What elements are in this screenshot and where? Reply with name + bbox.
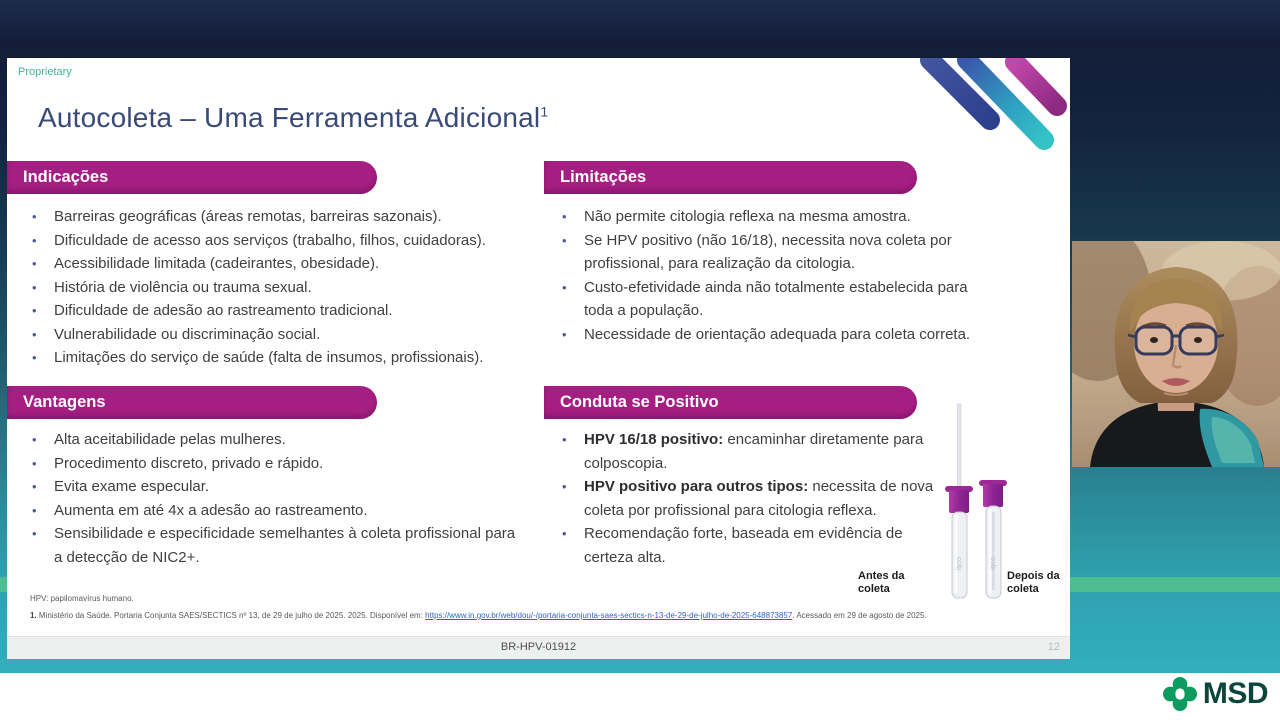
msd-logo xyxy=(1163,676,1268,712)
bullet-text: Recomendação forte, baseada em evidência de certeza alta. xyxy=(584,525,903,566)
list-item: • Limitações do serviço de saúde (falta de insumos, profissionais). xyxy=(25,346,522,370)
conduta-list xyxy=(555,428,937,569)
list-item: • Dificuldade de acesso aos serviços (trabalho, filhos, cuidadoras). xyxy=(25,229,522,253)
footnote-reference xyxy=(30,609,978,622)
list-item: • Procedimento discreto, privado e rápido. xyxy=(25,452,522,476)
list-item: • Se HPV positivo (não 16/18), necessita nova coleta por profissional, para realização da citologia. xyxy=(555,229,983,276)
section-header-limitacoes: Limitações xyxy=(544,161,917,194)
list-item: • História de violência ou trauma sexual. xyxy=(25,276,522,300)
svg-text:iqco: iqco xyxy=(956,557,963,570)
page-title xyxy=(38,102,548,134)
msd-symbol-icon xyxy=(1163,677,1197,711)
footnote-abbreviation: HPV: papilomavírus humano. xyxy=(30,594,134,603)
tube-label-after: Depois da coleta xyxy=(1007,570,1060,595)
bullet-text: encaminhar diretamente para colposcopia. xyxy=(584,431,924,472)
proprietary-label: Proprietary xyxy=(18,66,72,78)
list-item: • Necessidade de orientação adequada para coleta correta. xyxy=(555,323,983,347)
indicacoes-list xyxy=(25,205,522,370)
list-item: • Aumenta em até 4x a adesão ao rastreamento. xyxy=(25,499,522,523)
reference-text: Ministério da Saúde. Portaria Conjunta SAES/SECTICS nº 13, de 29 de julho de 2025. 2025. Disponível em: xyxy=(36,611,426,620)
list-item: • Sensibilidade e especificidade semelhantes à coleta profissional para a detecção de NIC2+. xyxy=(25,522,522,569)
list-item xyxy=(555,428,937,475)
list-item: • Alta aceitabilidade pelas mulheres. xyxy=(25,428,522,452)
list-item: • Barreiras geográficas (áreas remotas, barreiras sazonais). xyxy=(25,205,522,229)
page-title-superscript: 1 xyxy=(540,103,549,120)
section-header-conduta: Conduta se Positivo xyxy=(544,386,917,419)
list-item: • Acessibilidade limitada (cadeirantes, obesidade). xyxy=(25,252,522,276)
bottom-white-strip xyxy=(0,673,1280,720)
presenter-webcam-video xyxy=(1072,241,1280,467)
bullet-bold-lead: HPV positivo para outros tipos: xyxy=(584,478,809,495)
slide-page-number: 12 xyxy=(1047,641,1060,653)
svg-text:iqco: iqco xyxy=(990,557,997,570)
vantagens-list xyxy=(25,428,522,569)
bullet-text: necessita de nova coleta por profissional para citologia reflexa. xyxy=(584,478,934,519)
list-item xyxy=(555,522,937,569)
list-item: • Vulnerabilidade ou discriminação social. xyxy=(25,323,522,347)
slide xyxy=(7,58,1070,659)
slide-footer-bar xyxy=(7,636,1070,659)
list-item: • Não permite citologia reflexa na mesma amostra. xyxy=(555,205,983,229)
job-code: BR-HPV-01912 xyxy=(500,641,577,653)
list-item: • Dificuldade de adesão ao rastreamento tradicional. xyxy=(25,299,522,323)
list-item: • Custo-efetividade ainda não totalmente estabelecida para toda a população. xyxy=(555,276,983,323)
section-header-indicacoes: Indicações xyxy=(7,161,377,194)
section-header-vantagens: Vantagens xyxy=(7,386,377,419)
msd-wordmark: MSD xyxy=(1202,677,1268,710)
page-title-text: Autocoleta – Uma Ferramenta Adicional xyxy=(38,102,541,133)
list-item xyxy=(555,475,937,522)
presenter-avatar xyxy=(1072,241,1280,467)
background-teal-band xyxy=(0,659,1280,673)
reference-link[interactable]: https://www.in.gov.br/web/dou/-/portaria-conjunta-saes-sectics-n-13-de-29-de-julho-de-2025-648873857 xyxy=(425,611,793,620)
tube-label-before: Antes da coleta xyxy=(858,570,905,595)
reference-suffix: . Acessado em 29 de agosto de 2025. xyxy=(792,611,927,620)
list-item: • Evita exame especular. xyxy=(25,475,522,499)
decorative-stripes-icon xyxy=(912,58,1070,208)
bullet-bold-lead: HPV 16/18 positivo: xyxy=(584,431,724,448)
reference-number: 1. xyxy=(30,611,37,620)
limitacoes-list xyxy=(555,205,983,346)
